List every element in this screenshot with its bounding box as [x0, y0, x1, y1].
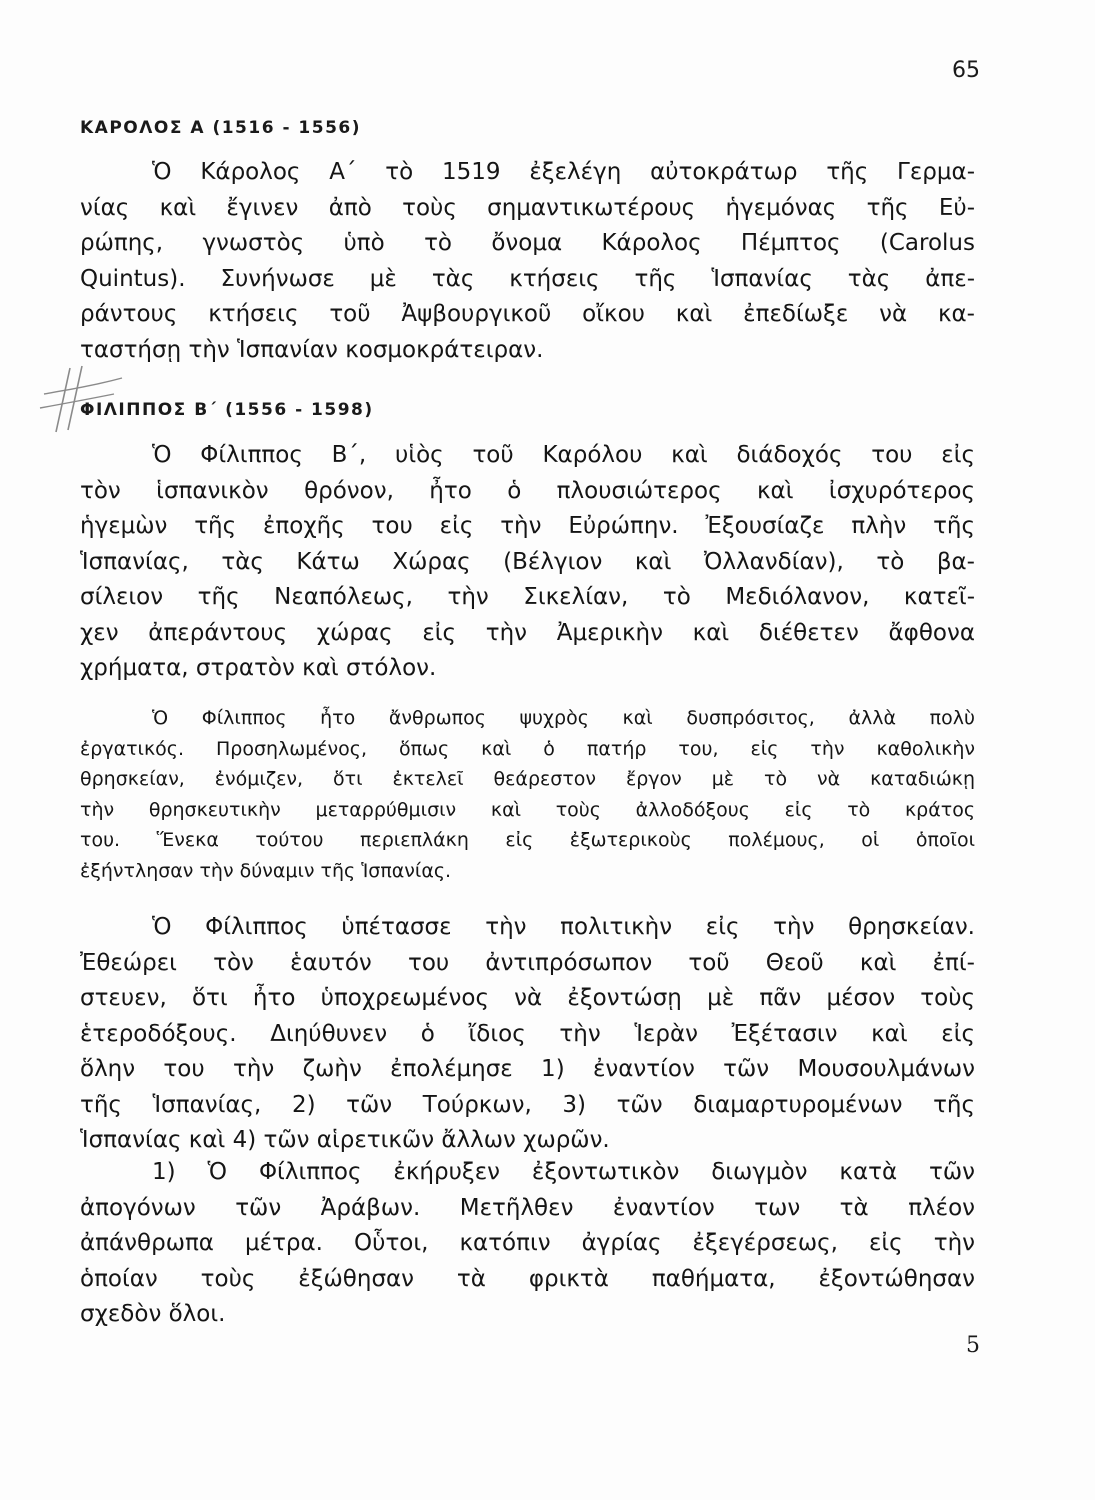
paragraph-line: χεν ἀπεράντους χώρας εἰς τὴν Ἀμερικὴν καὶ διέθετεν ἄφθονα — [80, 619, 975, 646]
paragraph-line: ἐργατικός. Προσηλωμένος, ὅπως καὶ ὁ πατήρ του, εἰς τὴν καθολικὴν — [80, 737, 975, 760]
paragraph-religion-policy — [80, 910, 975, 1159]
paragraph-line: ρώπης, γνωστὸς ὑπὸ τὸ ὄνομα Κάρολος Πέμπτος (Carolus — [80, 230, 975, 256]
paragraph-line: σχεδὸν ὅλοι. — [80, 1301, 226, 1327]
paragraph-line: ἡγεμὼν τῆς ἐποχῆς του εἰς τὴν Εὐρώπην. Ἐξουσίαζε πλὴν τῆς — [80, 513, 975, 539]
paragraph-line: χρήματα, στρατὸν καὶ στόλον. — [80, 655, 437, 681]
paragraph-line: ὅλην του τὴν ζωὴν ἐπολέμησε 1) ἐναντίον τῶν Μουσουλμάνων — [80, 1056, 975, 1082]
paragraph-line: τῆς Ἱσπανίας, 2) τῶν Τούρκων, 3) τῶν διαμαρτυρομένων τῆς — [80, 1091, 975, 1118]
paragraph-persecution — [80, 1155, 975, 1333]
paragraph-line: 1) Ὁ Φίλιππος ἐκήρυξεν ἐξοντωτικὸν διωγμὸν κατὰ τῶν — [152, 1159, 975, 1185]
paragraph-line: ράντους κτήσεις τοῦ Ἀψβουργικοῦ οἴκου καὶ ἐπεδίωξε νὰ κα- — [80, 301, 975, 327]
paragraph-note-small — [80, 703, 975, 886]
paragraph-line: νίας καὶ ἔγινεν ἀπὸ τοὺς σημαντικωτέρους ἡγεμόνας τῆς Εὐ- — [80, 194, 975, 221]
paragraph-line: τὸν ἱσπανικὸν θρόνον, ἦτο ὁ πλουσιώτερος καὶ ἰσχυρότερος — [80, 477, 975, 504]
paragraph-line: του. Ἕνεκα τούτου περιεπλάκη εἰς ἐξωτερικοὺς πολέμους, οἱ ὁποῖοι — [80, 829, 975, 851]
section-heading-filippos: ΦΙΛΙΠΠΟΣ Β΄ (1556 - 1598) — [80, 400, 374, 420]
paragraph-line: ἀπογόνων τῶν Ἀράβων. Μετῆλθεν ἐναντίον των τὰ πλέον — [80, 1194, 975, 1221]
paragraph-filippos — [80, 438, 975, 687]
paragraph-line: Ἱσπανίας, τὰς Κάτω Χώρας (Βέλγιον καὶ Ὀλλανδίαν), τὸ βα- — [80, 548, 975, 575]
page-number: 65 — [952, 58, 980, 83]
signature-number: 5 — [966, 1333, 980, 1358]
paragraph-line: ταστήσῃ τὴν Ἱσπανίαν κοσμοκράτειραν. — [80, 336, 544, 363]
paragraph-line: Ὁ Φίλιππος Β΄, υἱὸς τοῦ Καρόλου καὶ διάδοχός του εἰς — [152, 442, 975, 468]
paragraph-karolos — [80, 155, 975, 368]
paragraph-line: Ἐθεώρει τὸν ἑαυτόν του ἀντιπρόσωπον τοῦ Θεοῦ καὶ ἐπί- — [80, 949, 975, 976]
paragraph-line: ἐξήντλησαν τὴν δύναμιν τῆς Ἱσπανίας. — [80, 859, 452, 882]
paragraph-line: στευεν, ὅτι ἦτο ὑποχρεωμένος νὰ ἐξοντώσῃ μὲ πᾶν μέσον τοὺς — [80, 985, 975, 1011]
section-heading-karolos: ΚΑΡΟΛΟΣ Α (1516 - 1556) — [80, 118, 362, 138]
paragraph-line: σίλειον τῆς Νεαπόλεως, τὴν Σικελίαν, τὸ Μεδιόλανον, κατεῖ- — [80, 584, 975, 610]
paragraph-line: τὴν θρησκευτικὴν μεταρρύθμισιν καὶ τοὺς ἀλλοδόξους εἰς τὸ κράτος — [80, 798, 975, 821]
paragraph-line: ἀπάνθρωπα μέτρα. Οὗτοι, κατόπιν ἀγρίας ἐξεγέρσεως, εἰς τὴν — [80, 1230, 975, 1256]
paragraph-line: ὁποίαν τοὺς ἐξώθησαν τὰ φρικτὰ παθήματα, ἐξοντώθησαν — [80, 1265, 975, 1292]
paragraph-line: θρησκείαν, ἐνόμιζεν, ὅτι ἐκτελεῖ θεάρεστον ἔργον μὲ τὸ νὰ καταδιώκῃ — [80, 768, 975, 790]
paragraph-line: Ὁ Κάρολος Α΄ τὸ 1519 ἐξελέγη αὐτοκράτωρ τῆς Γερμα- — [152, 159, 975, 185]
paragraph-line: Ὁ Φίλιππος ἦτο ἄνθρωπος ψυχρὸς καὶ δυσπρόσιτος, ἀλλὰ πολὺ — [152, 707, 975, 729]
paragraph-line: Quintus). Συνήνωσε μὲ τὰς κτήσεις τῆς Ἱσπανίας τὰς ἀπε- — [80, 265, 975, 292]
paragraph-line: ἑτεροδόξους. Διηύθυνεν ὁ ἴδιος τὴν Ἱερὰν Ἐξέτασιν καὶ εἰς — [80, 1020, 975, 1047]
paragraph-line: Ἱσπανίας καὶ 4) τῶν αἱρετικῶν ἄλλων χωρῶν. — [80, 1127, 610, 1153]
paragraph-line: Ὁ Φίλιππος ὑπέτασσε τὴν πολιτικὴν εἰς τὴν θρησκείαν. — [152, 914, 975, 940]
